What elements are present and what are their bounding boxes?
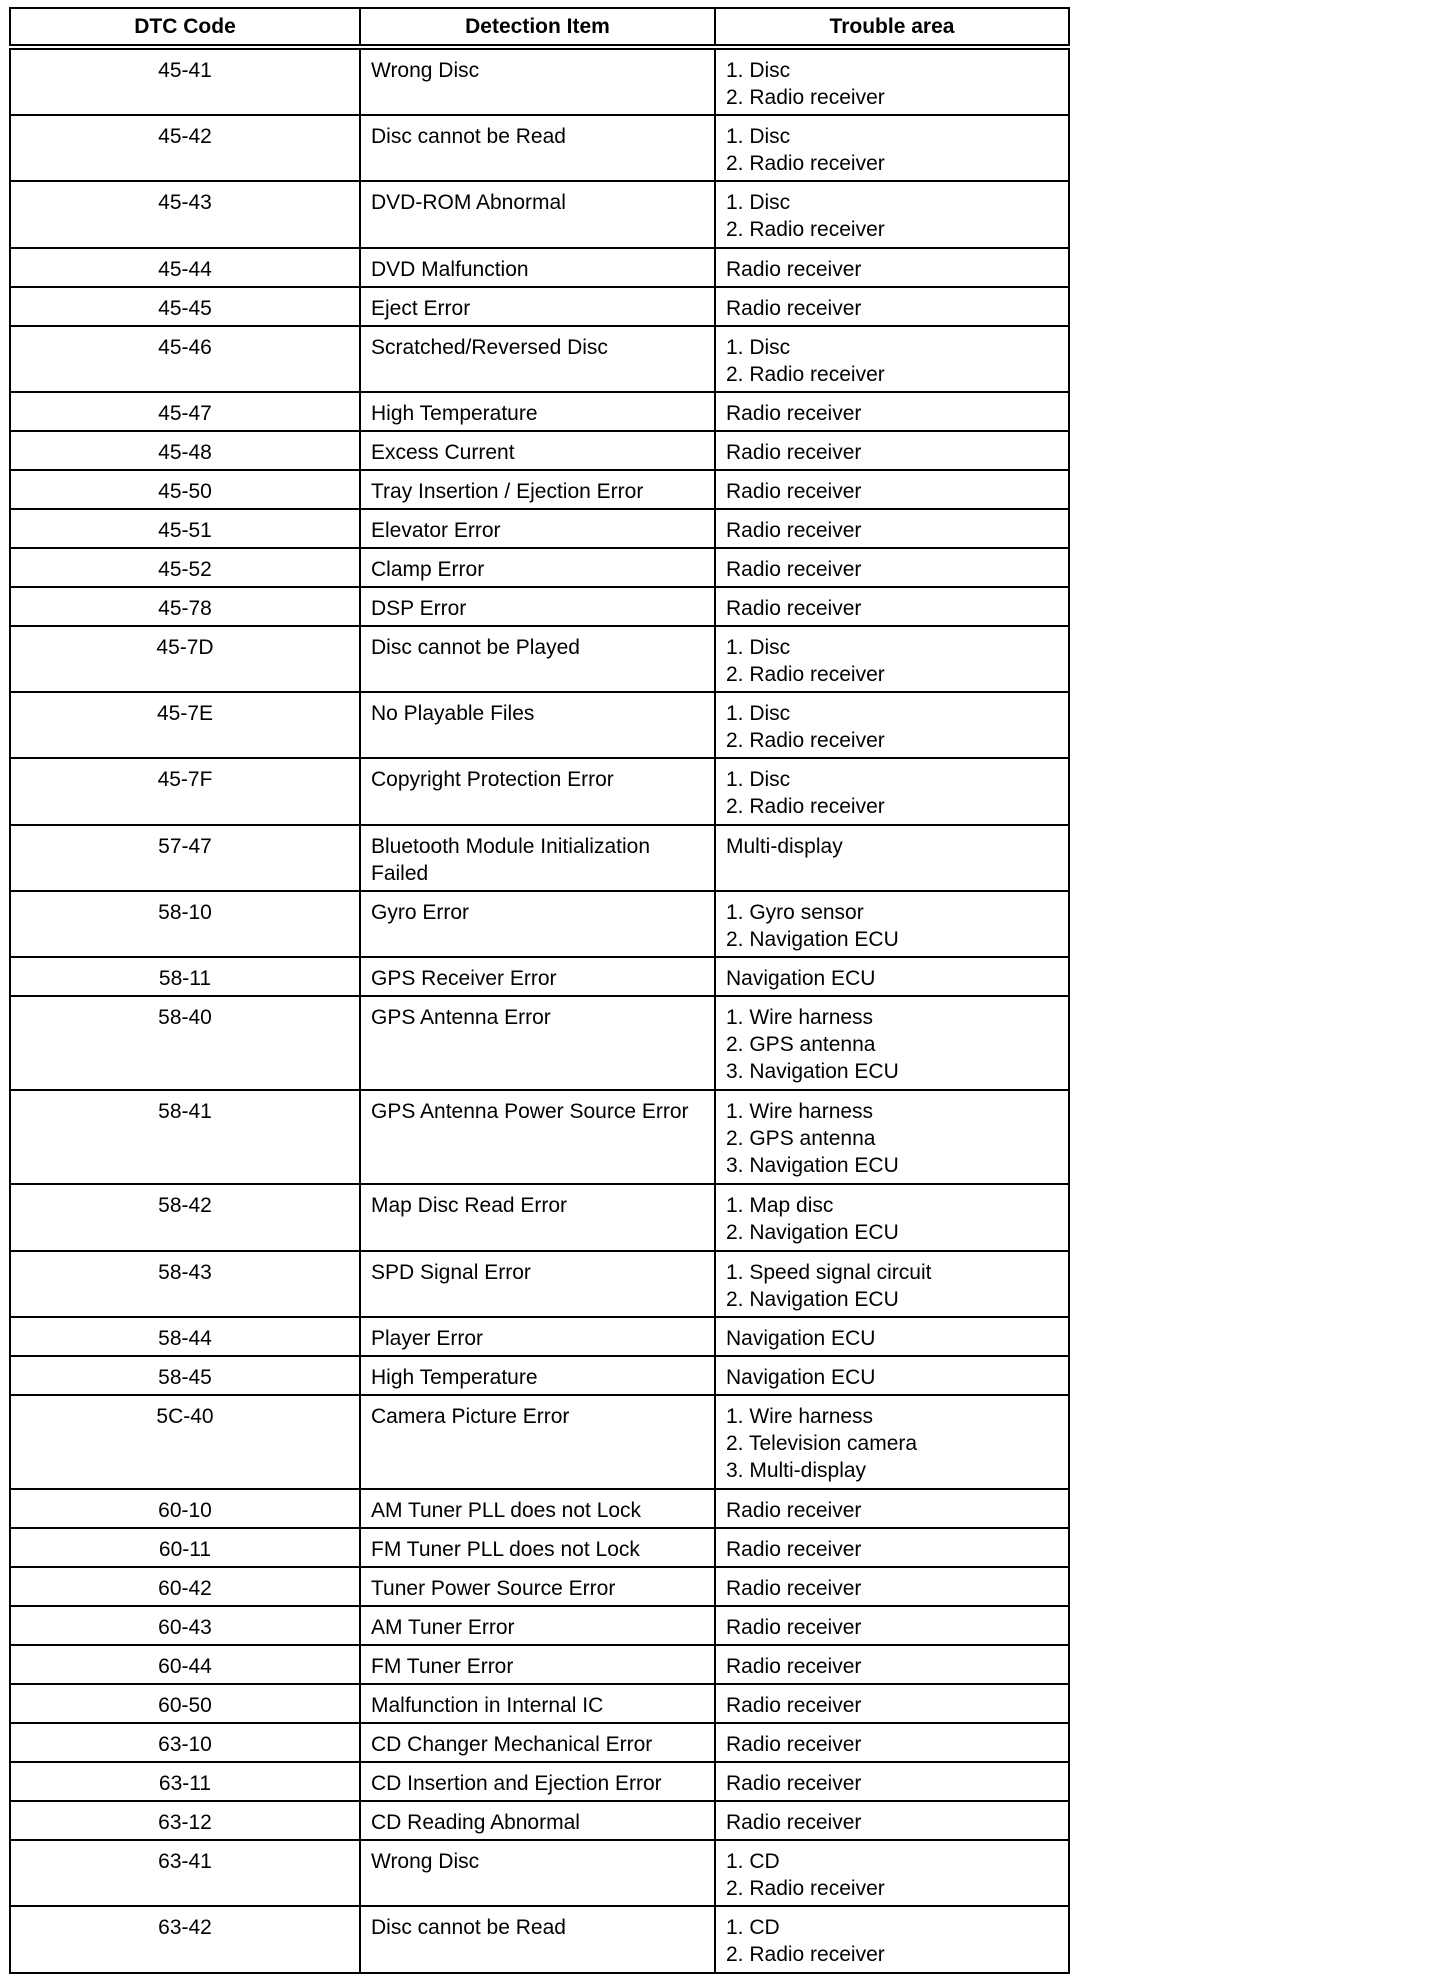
trouble-area-line: 2. Radio receiver: [726, 1876, 885, 1900]
table-row: [10, 1684, 1069, 1723]
dtc-code-cell: 57-47: [10, 825, 360, 891]
dtc-code-cell: 58-41: [10, 1090, 360, 1184]
detection-item-cell: DVD-ROM Abnormal: [360, 181, 715, 247]
trouble-area-line: Radio receiver: [726, 518, 862, 542]
detection-item-cell: Malfunction in Internal IC: [360, 1684, 715, 1723]
table-row: [10, 1606, 1069, 1645]
dtc-code-cell: 45-51: [10, 509, 360, 548]
table-row: [10, 509, 1069, 548]
dtc-code-cell: 60-43: [10, 1606, 360, 1645]
detection-item-cell: CD Changer Mechanical Error: [360, 1723, 715, 1762]
trouble-area-cell: [715, 326, 1069, 392]
trouble-area-line: 1. Disc: [726, 702, 791, 726]
detection-item-cell: Wrong Disc: [360, 1840, 715, 1906]
trouble-area-line: Navigation ECU: [726, 1365, 876, 1389]
dtc-code-cell: 45-50: [10, 470, 360, 509]
detection-item-cell: Disc cannot be Read: [360, 1906, 715, 1972]
trouble-area-line: 1. Disc: [726, 59, 791, 82]
table-row: [10, 1567, 1069, 1606]
dtc-code-cell: 5C-40: [10, 1395, 360, 1489]
trouble-area-line: Radio receiver: [726, 1693, 862, 1717]
trouble-area-line: Radio receiver: [726, 1771, 862, 1795]
table-body: [10, 47, 1069, 1973]
trouble-area-line: Radio receiver: [726, 479, 862, 503]
trouble-area-cell: [715, 996, 1069, 1090]
detection-item-cell: DVD Malfunction: [360, 248, 715, 287]
trouble-area-cell: [715, 626, 1069, 692]
trouble-area-line: Radio receiver: [726, 257, 862, 281]
dtc-code-cell: 58-10: [10, 891, 360, 957]
trouble-area-cell: [715, 1090, 1069, 1184]
trouble-area-line: Navigation ECU: [726, 1326, 876, 1350]
table-row: [10, 1251, 1069, 1317]
trouble-area-line: 1. Wire harness: [726, 1404, 874, 1428]
trouble-area-cell: [715, 1528, 1069, 1567]
trouble-area-line: Radio receiver: [726, 1810, 862, 1834]
trouble-area-cell: [715, 825, 1069, 891]
dtc-code-cell: 45-47: [10, 392, 360, 431]
table-row: [10, 891, 1069, 957]
trouble-area-cell: [715, 181, 1069, 247]
table-row: [10, 1489, 1069, 1528]
detection-item-cell: AM Tuner Error: [360, 1606, 715, 1645]
detection-item-cell: Gyro Error: [360, 891, 715, 957]
table-row: [10, 1317, 1069, 1356]
trouble-area-line: Radio receiver: [726, 1615, 862, 1639]
detection-item-cell: High Temperature: [360, 1356, 715, 1395]
table-row: [10, 1906, 1069, 1972]
header-detection-item: Detection Item: [360, 8, 715, 47]
detection-item-cell: Camera Picture Error: [360, 1395, 715, 1489]
table-row: [10, 1090, 1069, 1184]
table-row: [10, 1723, 1069, 1762]
trouble-area-cell: [715, 115, 1069, 181]
trouble-area-line: 2. Radio receiver: [726, 1943, 885, 1967]
trouble-area-line: 1. Disc: [726, 768, 791, 792]
detection-item-cell: FM Tuner PLL does not Lock: [360, 1528, 715, 1567]
dtc-code-cell: 63-10: [10, 1723, 360, 1762]
trouble-area-line: 1. Disc: [726, 335, 791, 359]
dtc-code-cell: 45-48: [10, 431, 360, 470]
trouble-area-line: 1. Gyro sensor: [726, 901, 864, 925]
trouble-area-cell: [715, 1906, 1069, 1972]
dtc-code-cell: 45-46: [10, 326, 360, 392]
dtc-code-cell: 45-7E: [10, 692, 360, 758]
trouble-area-line: Radio receiver: [726, 557, 862, 581]
detection-item-cell: GPS Receiver Error: [360, 957, 715, 996]
table-row: [10, 1528, 1069, 1567]
header-trouble-area: Trouble area: [715, 8, 1069, 47]
table-row: [10, 47, 1069, 115]
dtc-code-cell: 58-44: [10, 1317, 360, 1356]
dtc-code-cell: 60-42: [10, 1567, 360, 1606]
table-row: [10, 115, 1069, 181]
trouble-area-line: 2. Navigation ECU: [726, 928, 899, 952]
dtc-code-cell: 45-43: [10, 181, 360, 247]
table-row: [10, 1184, 1069, 1250]
detection-item-cell: CD Reading Abnormal: [360, 1801, 715, 1840]
detection-item-cell: Excess Current: [360, 431, 715, 470]
trouble-area-cell: [715, 548, 1069, 587]
trouble-area-cell: [715, 470, 1069, 509]
detection-item-cell: AM Tuner PLL does not Lock: [360, 1489, 715, 1528]
trouble-area-cell: [715, 287, 1069, 326]
detection-item-cell: Copyright Protection Error: [360, 758, 715, 824]
trouble-area-line: 3. Navigation ECU: [726, 1060, 899, 1084]
dtc-code-cell: 45-78: [10, 587, 360, 626]
trouble-area-line: 1. Disc: [726, 191, 791, 215]
dtc-code-cell: 45-42: [10, 115, 360, 181]
trouble-area-cell: [715, 392, 1069, 431]
table-row: [10, 1356, 1069, 1395]
table-row: [10, 181, 1069, 247]
dtc-code-cell: 45-45: [10, 287, 360, 326]
dtc-code-cell: 60-10: [10, 1489, 360, 1528]
header-row: [10, 8, 1069, 47]
detection-item-cell: Map Disc Read Error: [360, 1184, 715, 1250]
trouble-area-cell: [715, 1801, 1069, 1840]
trouble-area-cell: [715, 758, 1069, 824]
detection-item-cell: Wrong Disc: [360, 47, 715, 115]
trouble-area-line: 2. Radio receiver: [726, 362, 885, 386]
table-row: [10, 758, 1069, 824]
detection-item-cell: No Playable Files: [360, 692, 715, 758]
table-row: [10, 957, 1069, 996]
table-row: [10, 1645, 1069, 1684]
dtc-code-cell: 60-50: [10, 1684, 360, 1723]
trouble-area-line: 2. Television camera: [726, 1431, 918, 1455]
trouble-area-line: 2. Navigation ECU: [726, 1287, 899, 1311]
trouble-area-line: Radio receiver: [726, 1498, 862, 1522]
trouble-area-line: Radio receiver: [726, 440, 862, 464]
dtc-code-cell: 45-7D: [10, 626, 360, 692]
trouble-area-line: 2. Radio receiver: [726, 152, 885, 175]
table-row: [10, 626, 1069, 692]
trouble-area-cell: [715, 1684, 1069, 1723]
detection-item-cell: Tuner Power Source Error: [360, 1567, 715, 1606]
trouble-area-line: 1. Disc: [726, 635, 791, 659]
trouble-area-line: Radio receiver: [726, 401, 862, 425]
trouble-area-cell: [715, 1184, 1069, 1250]
trouble-area-cell: [715, 891, 1069, 957]
trouble-area-cell: [715, 1395, 1069, 1489]
header-dtc-code: DTC Code: [10, 8, 360, 47]
trouble-area-line: Radio receiver: [726, 1732, 862, 1756]
detection-item-cell: High Temperature: [360, 392, 715, 431]
trouble-area-line: 1. Disc: [726, 125, 791, 148]
detection-item-cell: FM Tuner Error: [360, 1645, 715, 1684]
detection-item-cell: Eject Error: [360, 287, 715, 326]
trouble-area-line: 1. Map disc: [726, 1194, 834, 1218]
detection-item-cell: Player Error: [360, 1317, 715, 1356]
trouble-area-line: 1. Wire harness: [726, 1100, 874, 1124]
dtc-code-cell: 63-11: [10, 1762, 360, 1801]
trouble-area-cell: [715, 1356, 1069, 1395]
trouble-area-line: 1. Wire harness: [726, 1006, 874, 1030]
trouble-area-cell: [715, 1840, 1069, 1906]
dtc-code-cell: 60-11: [10, 1528, 360, 1567]
table-row: [10, 1801, 1069, 1840]
trouble-area-cell: [715, 47, 1069, 115]
detection-item-cell: Disc cannot be Read: [360, 115, 715, 181]
trouble-area-line: 2. Navigation ECU: [726, 1221, 899, 1245]
trouble-area-line: Radio receiver: [726, 596, 862, 620]
detection-item-cell: SPD Signal Error: [360, 1251, 715, 1317]
trouble-area-line: 3. Multi-display: [726, 1458, 867, 1482]
trouble-area-line: 2. Radio receiver: [726, 662, 885, 686]
dtc-code-cell: 63-41: [10, 1840, 360, 1906]
dtc-code-cell: 58-43: [10, 1251, 360, 1317]
trouble-area-line: 2. GPS antenna: [726, 1033, 876, 1057]
table-row: [10, 692, 1069, 758]
trouble-area-line: 1. CD: [726, 1849, 780, 1873]
table-row: [10, 392, 1069, 431]
trouble-area-cell: [715, 1762, 1069, 1801]
dtc-code-cell: 58-42: [10, 1184, 360, 1250]
table-row: [10, 1395, 1069, 1489]
dtc-code-cell: 45-41: [10, 47, 360, 115]
trouble-area-cell: [715, 1251, 1069, 1317]
dtc-code-cell: 58-11: [10, 957, 360, 996]
detection-item-cell: GPS Antenna Power Source Error: [360, 1090, 715, 1184]
detection-item-cell: Elevator Error: [360, 509, 715, 548]
dtc-code-cell: 58-45: [10, 1356, 360, 1395]
trouble-area-cell: [715, 1606, 1069, 1645]
dtc-code-cell: 60-44: [10, 1645, 360, 1684]
detection-item-cell: Scratched/Reversed Disc: [360, 326, 715, 392]
dtc-table: [9, 7, 1070, 1974]
trouble-area-line: Radio receiver: [726, 296, 862, 320]
trouble-area-line: 2. Radio receiver: [726, 218, 885, 242]
trouble-area-line: Radio receiver: [726, 1576, 862, 1600]
detection-item-cell: GPS Antenna Error: [360, 996, 715, 1090]
trouble-area-cell: [715, 1567, 1069, 1606]
trouble-area-cell: [715, 692, 1069, 758]
trouble-area-cell: [715, 509, 1069, 548]
trouble-area-line: Navigation ECU: [726, 967, 876, 991]
table-row: [10, 548, 1069, 587]
trouble-area-cell: [715, 957, 1069, 996]
trouble-area-cell: [715, 431, 1069, 470]
trouble-area-line: Multi-display: [726, 834, 843, 858]
dtc-code-cell: 63-42: [10, 1906, 360, 1972]
table-row: [10, 326, 1069, 392]
trouble-area-cell: [715, 1723, 1069, 1762]
table-row: [10, 996, 1069, 1090]
trouble-area-line: 1. CD: [726, 1916, 780, 1940]
trouble-area-line: 1. Speed signal circuit: [726, 1260, 932, 1284]
dtc-code-cell: 45-44: [10, 248, 360, 287]
trouble-area-line: 2. Radio receiver: [726, 795, 885, 819]
table-row: [10, 287, 1069, 326]
dtc-code-cell: 45-52: [10, 548, 360, 587]
detection-item-cell: Clamp Error: [360, 548, 715, 587]
detection-item-cell: Disc cannot be Played: [360, 626, 715, 692]
trouble-area-cell: [715, 248, 1069, 287]
detection-item-cell: CD Insertion and Ejection Error: [360, 1762, 715, 1801]
trouble-area-cell: [715, 1489, 1069, 1528]
table-row: [10, 431, 1069, 470]
dtc-code-cell: 58-40: [10, 996, 360, 1090]
table-row: [10, 1762, 1069, 1801]
trouble-area-line: Radio receiver: [726, 1654, 862, 1678]
trouble-area-cell: [715, 587, 1069, 626]
table-row: [10, 1840, 1069, 1906]
trouble-area-line: Radio receiver: [726, 1537, 862, 1561]
trouble-area-line: 3. Navigation ECU: [726, 1154, 899, 1178]
table-row: [10, 825, 1069, 891]
dtc-code-cell: 45-7F: [10, 758, 360, 824]
table-row: [10, 587, 1069, 626]
trouble-area-line: 2. Radio receiver: [726, 86, 885, 109]
detection-item-cell: Tray Insertion / Ejection Error: [360, 470, 715, 509]
table-row: [10, 248, 1069, 287]
dtc-code-cell: 63-12: [10, 1801, 360, 1840]
table-header: [10, 8, 1069, 47]
detection-item-cell: DSP Error: [360, 587, 715, 626]
trouble-area-line: 2. GPS antenna: [726, 1127, 876, 1151]
trouble-area-cell: [715, 1645, 1069, 1684]
table-row: [10, 470, 1069, 509]
trouble-area-line: 2. Radio receiver: [726, 729, 885, 753]
detection-item-cell: Bluetooth Module Initialization Failed: [360, 825, 715, 891]
trouble-area-cell: [715, 1317, 1069, 1356]
